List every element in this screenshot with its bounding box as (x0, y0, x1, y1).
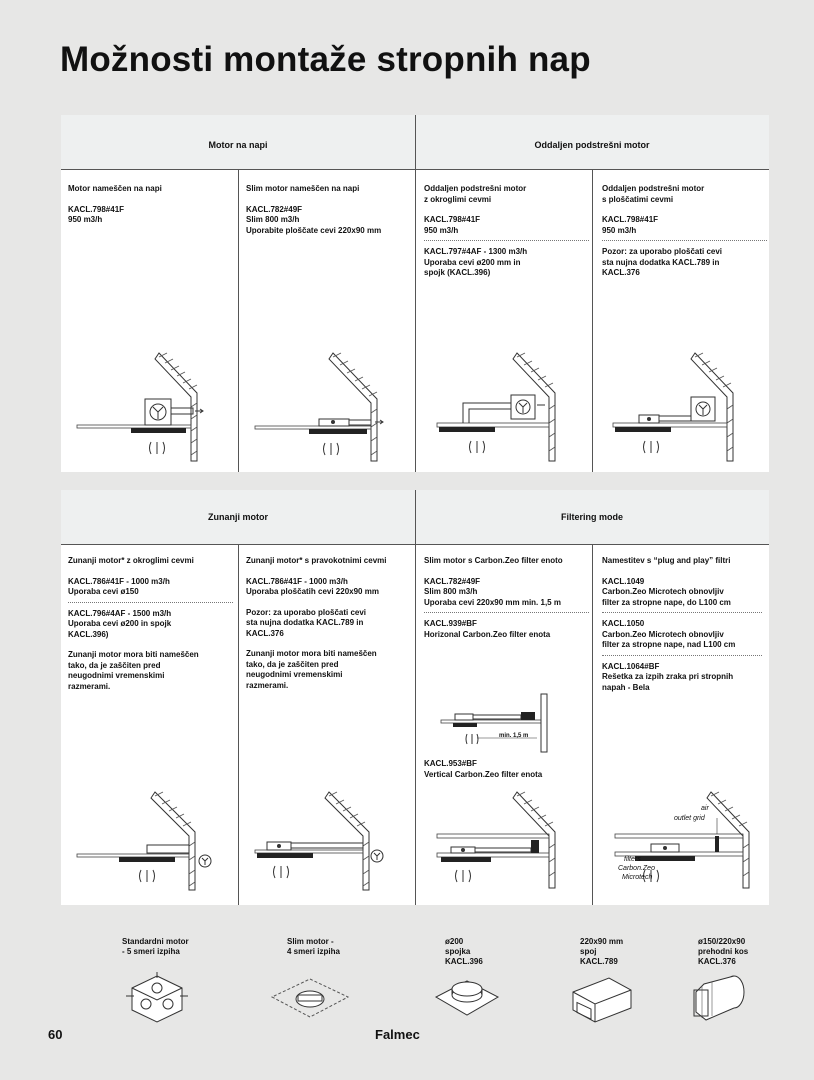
divider (415, 490, 416, 905)
label-carbon-zeo: Carbon.Zeo (618, 865, 655, 872)
diagram-slim-motor-on-hood (249, 347, 414, 465)
text-block: Zunanji motor mora biti nameščen tako, da je zaščiten pred neugodnimi vremenskimi razmerami. (68, 650, 199, 691)
text-block: KACL.786#41F - 1000 m3/h Uporaba cevi ø150 (68, 576, 170, 596)
transition-piece-icon (688, 970, 750, 1026)
accessory-label: ø150/220x90 prehodni kos KACL.376 (698, 937, 749, 966)
divider (592, 544, 593, 905)
text-block: KACL.798#41F 950 m3/h (602, 215, 659, 235)
round-coupling-icon (432, 975, 502, 1021)
text-block: Slim motor nameščen na napi (246, 184, 360, 193)
text-block: Motor nameščen na napi (68, 184, 162, 193)
dotted-divider (602, 655, 762, 656)
text-block: KACL.796#4AF - 1500 m3/h Uporaba cevi ø200 in spojk KACL.396) (68, 608, 172, 639)
column-motor-on-hood (68, 184, 233, 236)
text-block: Pozor: za uporabo ploščati cevi sta nujna dodatka KACL.789 in KACL.376 (246, 607, 367, 638)
text-block: KACL.782#49F Slim 800 m3/h Uporaba cevi 220x90 mm min. 1,5 m (424, 576, 561, 607)
text-block: Oddaljen podstrešni motor z okroglimi cevmi (424, 184, 527, 204)
panel-external-filtering (61, 490, 769, 905)
column-remote-flat-ducts (602, 184, 767, 289)
column-remote-round-ducts (424, 184, 589, 289)
header-remote-attic-motor: Oddaljen podstrešni motor (534, 140, 650, 150)
text-block: Oddaljen podstrešni motor s ploščatimi cevmi (602, 184, 705, 204)
label-microtech: Microtech (622, 874, 653, 881)
text-block: KACL.786#41F - 1000 m3/h Uporaba ploščatih cevi 220x90 mm (246, 576, 379, 596)
divider (238, 544, 239, 905)
accessory-label: Standardni motor - 5 smeri izpiha (122, 937, 189, 956)
text-block: KACL.939#BF Horizonal Carbon.Zeo filter enota (424, 619, 551, 639)
label-filters: filters (624, 856, 641, 863)
motor-5-dir-icon (124, 970, 190, 1026)
dotted-divider (602, 612, 762, 613)
column-slim-motor-on-hood (246, 184, 411, 246)
diagram-remote-flat-ducts (605, 347, 770, 465)
diagram-external-rect-ducts (249, 786, 414, 896)
column-external-rect-ducts (246, 556, 411, 701)
header-motor-on-hood: Motor na napi (208, 140, 268, 150)
text-block: KACL.798#41F 950 m3/h (424, 215, 481, 235)
diagram-remote-round-ducts (427, 347, 592, 465)
brand-name: Falmec (375, 1027, 420, 1042)
dotted-divider (602, 240, 767, 241)
diagram-external-round-ducts (71, 786, 236, 896)
diagram-horizontal-carbon-filter (437, 690, 587, 755)
column-carbon-zeo-filter (424, 556, 589, 650)
text-block: Zunanji motor mora biti nameščen tako, da je zaščiten pred neugodnimi vremenskimi razmerami. (246, 649, 377, 690)
divider (592, 169, 593, 472)
text-block: Pozor: za uporabo ploščati cevi sta nujna dodatka KACL.789 in KACL.376 (602, 247, 723, 277)
header-filtering-mode: Filtering mode (560, 512, 623, 522)
header-external-motor: Zunanji motor (208, 512, 268, 522)
column-external-round-ducts (68, 556, 233, 702)
diagram-vertical-carbon-filter (427, 786, 592, 896)
min-distance-label: min. 1,5 m (499, 733, 529, 739)
text-block: KACL.797#4AF - 1300 m3/h Uporaba cevi ø200 mm in spojk (KACL.396) (424, 247, 528, 277)
text-block: Namestitev s “plug and play” filtri (602, 556, 731, 565)
accessory-label: Slim motor - 4 smeri izpiha (287, 937, 340, 956)
text-block: KACL.782#49F Slim 800 m3/h Uporabite ploščate cevi 220x90 mm (246, 204, 382, 235)
page-title: Možnosti montaže stropnih nap (60, 40, 591, 79)
text-block: KACL.1049 Carbon.Zeo Microtech obnovljiv filter za stropne nape, do L100 cm (602, 576, 731, 607)
panel-motor-placement (61, 115, 769, 472)
dotted-divider (68, 602, 233, 603)
text-block: KACL.798#41F 950 m3/h (68, 204, 125, 224)
accessory-label: ø200 spojka KACL.396 (445, 937, 483, 966)
diagram-motor-on-hood (71, 347, 236, 465)
label-air: air (701, 805, 709, 812)
text-block: Zunanji motor* s pravokotnimi cevmi (246, 556, 387, 565)
text-block: Slim motor s Carbon.Zeo filter enoto (424, 556, 563, 565)
text-block: KACL.1050 Carbon.Zeo Microtech obnovljiv filter za stropne nape, nad L100 cm (602, 619, 736, 649)
text-block: KACL.1064#BF Rešetka za izpih zraka pri stropnih napah - Bela (602, 661, 734, 692)
divider (415, 115, 416, 472)
flat-coupling-icon (563, 972, 635, 1026)
page-number: 60 (48, 1027, 63, 1042)
dotted-divider (424, 612, 589, 613)
accessory-label: 220x90 mm spoj KACL.789 (580, 937, 624, 966)
text-vertical-carbon-zeo: KACL.953#BF Vertical Carbon.Zeo filter enota (424, 759, 543, 779)
label-outlet-grid: outlet grid (674, 815, 705, 822)
slim-motor-icon (268, 975, 352, 1021)
divider (238, 169, 239, 472)
column-plug-and-play-filters (602, 556, 762, 703)
dotted-divider (424, 240, 589, 241)
text-block: Zunanji motor* z okroglimi cevmi (68, 556, 194, 565)
